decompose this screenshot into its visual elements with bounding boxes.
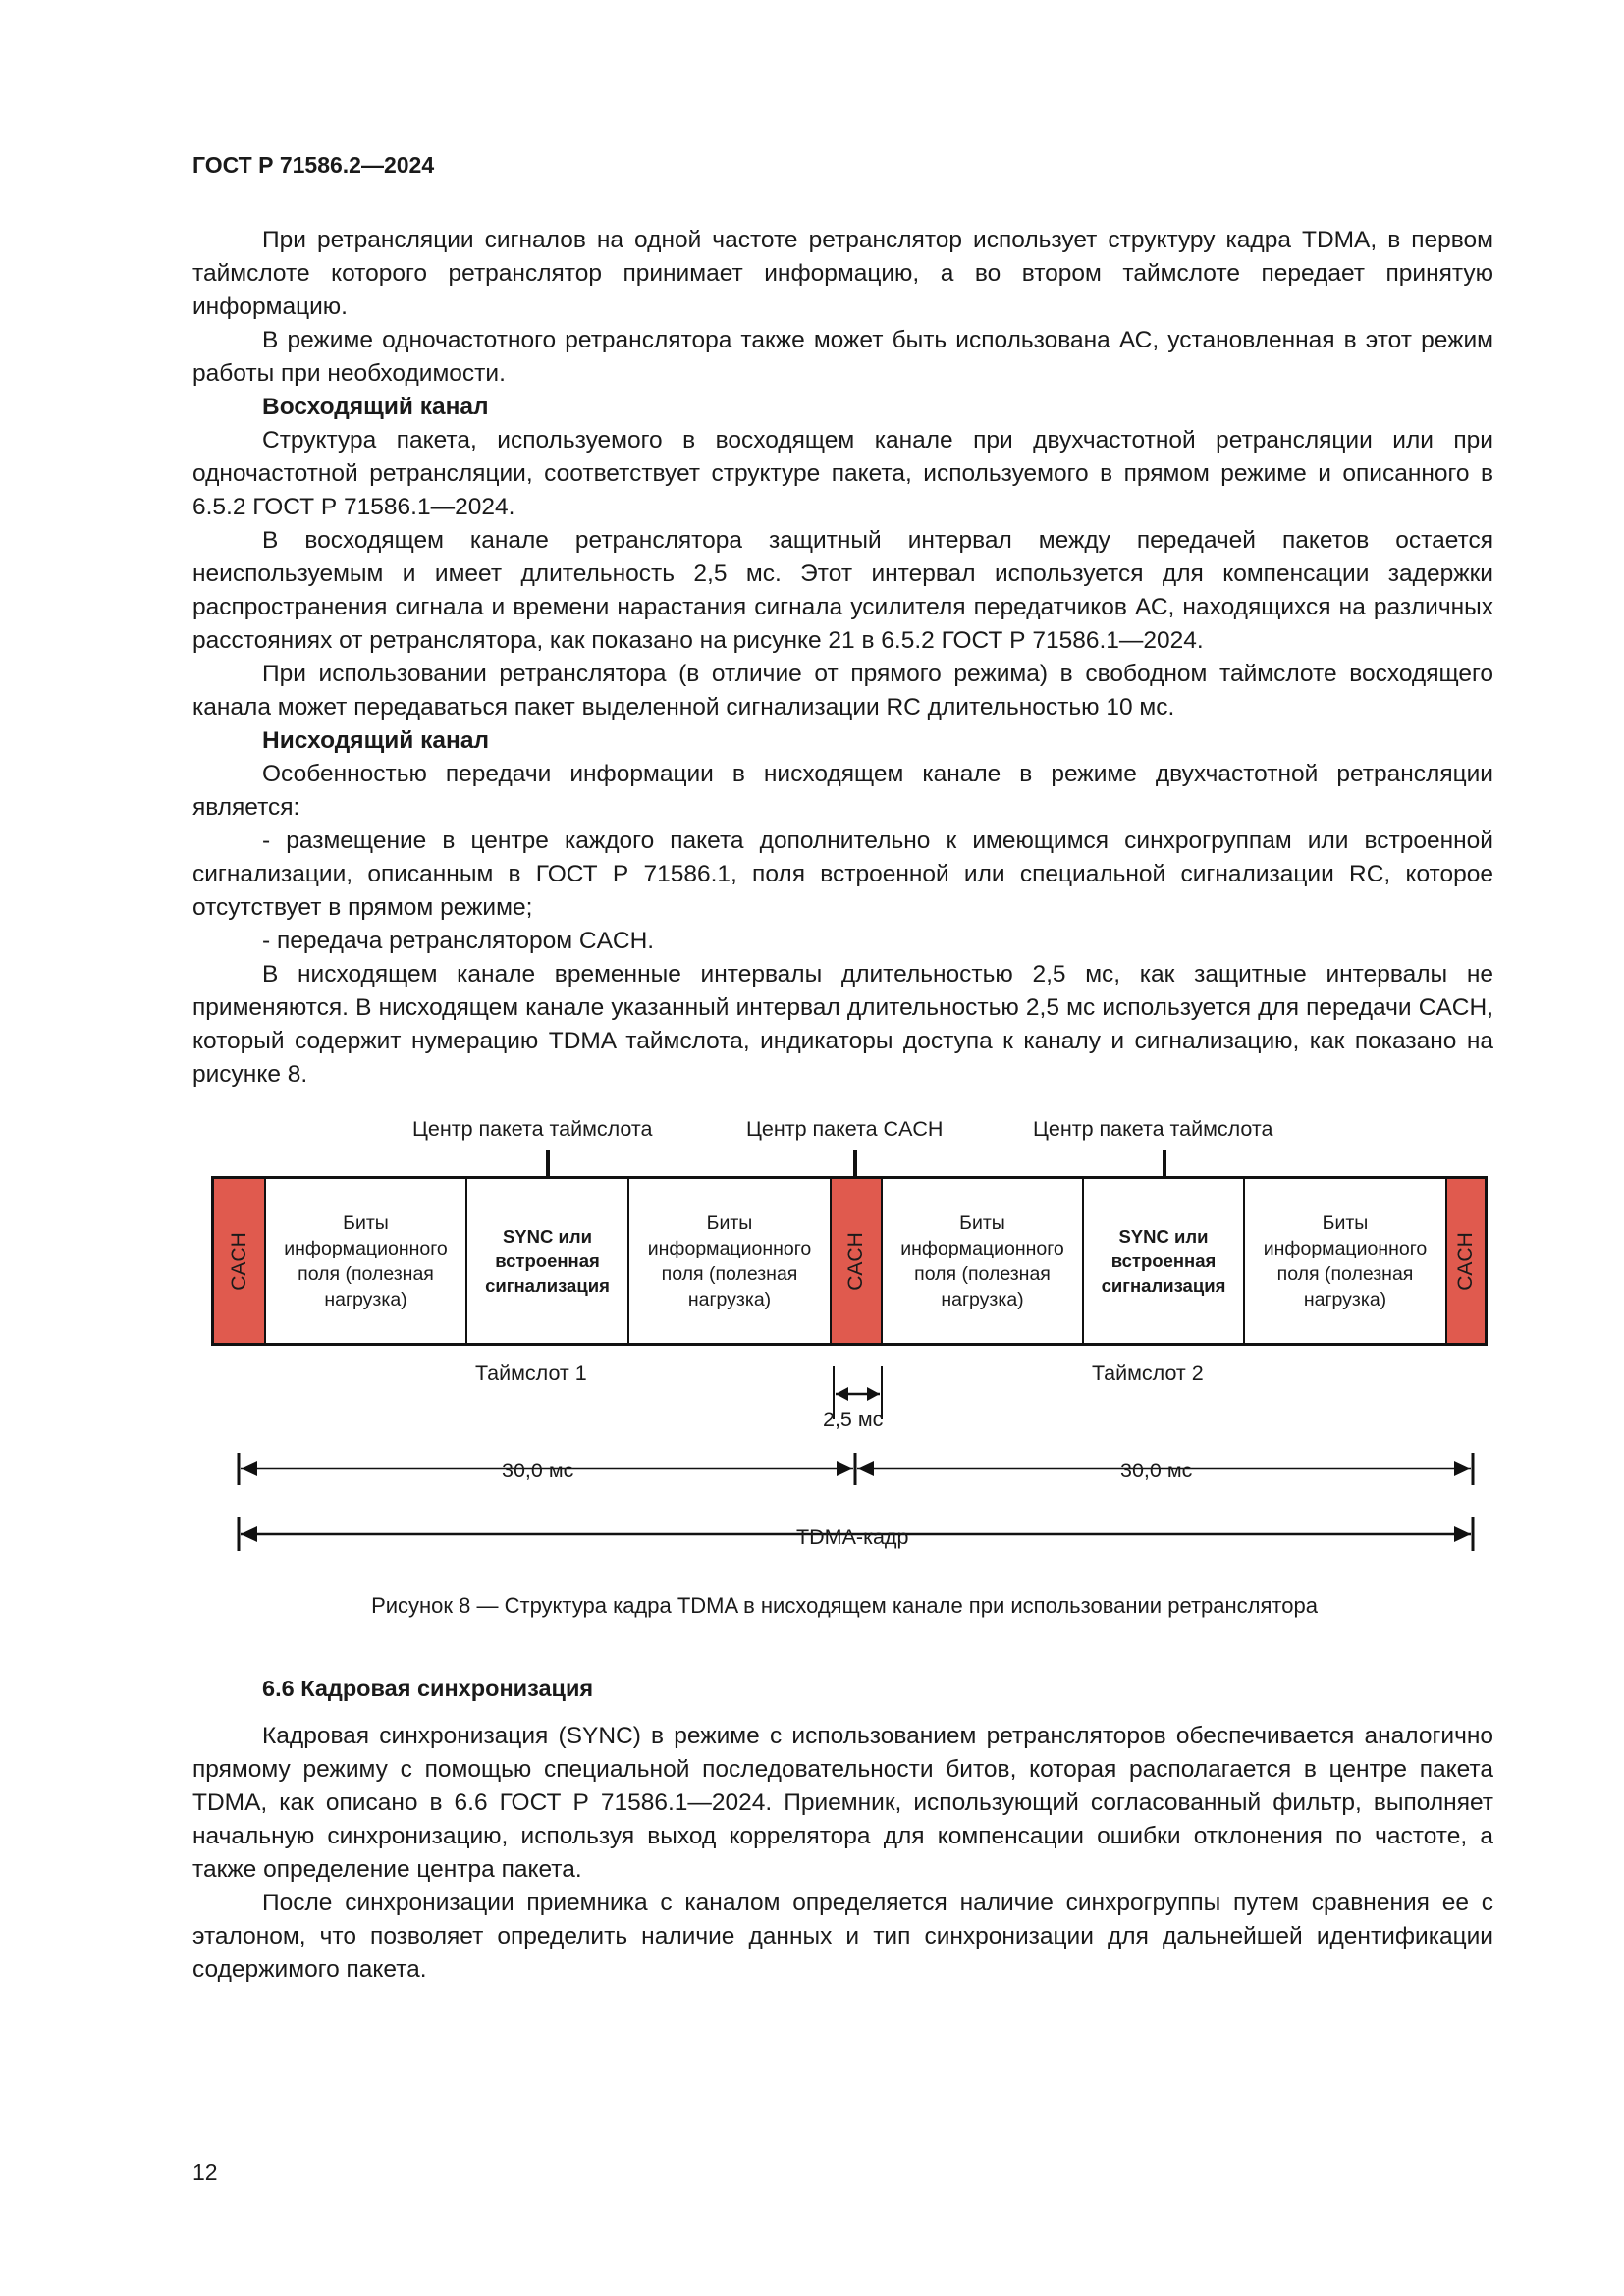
page-number: 12 [192, 2160, 218, 2185]
sync-block: SYNC или встроенная сигнализация [1084, 1179, 1245, 1343]
label-dur-1: 30,0 мс [502, 1459, 574, 1482]
paragraph: При использовании ретранслятора (в отличие от прямого режима) в свободном таймслоте восходящего канала может передаваться пакет выделенной сигнализации RC длительностью 10 мс. [192, 661, 1493, 721]
paragraph: В восходящем канале ретранслятора защитный интервал между передачей пакетов остается неиспользуемым и имеет длительность 2,5 мс. Этот интервал используется для компенсации задержки распространения сигнала и времени нарастания сигнала усилителя передатчиков АС, находящихся на различных расстояниях от ретранслятора, как показано на рисунке 21 в 6.5.2 ГОСТ Р 71586.1—2024. [192, 527, 1493, 654]
subheading-downlink: Нисходящий канал [262, 727, 490, 754]
info-field-block: Биты информационного поля (полезная нагрузка) [883, 1179, 1084, 1343]
paragraph: При ретрансляции сигналов на одной частоте ретранслятор использует структуру кадра TDMA, в первом таймслоте которого ретранслятор принимает информацию, а во втором таймслоте передает принятую информацию. [192, 227, 1493, 320]
label-center-cach: Центр пакета CACH [746, 1117, 944, 1141]
list-item: - размещение в центре каждого пакета дополнительно к имеющимся синхрогруппам или встроенной сигнализации, описанным в ГОСТ Р 71586.1, поля встроенной или специальной сигнализации RC, которое отсутствует в прямом режиме; [192, 828, 1493, 921]
section-title: 6.6 Кадровая синхронизация [262, 1676, 594, 1701]
label-center-slot2: Центр пакета таймслота [1033, 1117, 1273, 1141]
label-timeslot-1: Таймслот 1 [475, 1362, 587, 1385]
info-field-block: Биты информационного поля (полезная нагрузка) [266, 1179, 467, 1343]
label-gap: 2,5 мс [823, 1408, 884, 1431]
paragraph: Кадровая синхронизация (SYNC) в режиме с использованием ретрансляторов обеспечивается аналогично прямому режиму с помощью специальной последовательности битов, которая располагается в центре пакета TDMA, как описано в 6.6 ГОСТ Р 71586.1—2024. Приемник, использующий согласованный фильтр, выполняет начальную синхронизацию, используя выход коррелятора для компенсации ошибки отклонения по частоте, а также определение центра пакета. [192, 1723, 1493, 1883]
paragraph: Структура пакета, используемого в восходящем канале при двухчастотной ретрансляции или при одночастотной ретрансляции, соответствует структуре пакета, используемого в прямом режиме и описанного в 6.5.2 ГОСТ Р 71586.1—2024. [192, 427, 1493, 520]
paragraph: В режиме одночастотного ретранслятора также может быть использована АС, установленная в этот режим работы при необходимости. [192, 327, 1493, 387]
sync-block: SYNC или встроенная сигнализация [467, 1179, 629, 1343]
info-field-block: Биты информационного поля (полезная нагрузка) [629, 1179, 832, 1343]
figure-caption: Рисунок 8 — Структура кадра TDMA в нисходящем канале при использовании ретранслятора [371, 1593, 1318, 1618]
subheading-uplink: Восходящий канал [262, 394, 489, 420]
cach-block: CACH [214, 1179, 266, 1343]
info-field-block: Биты информационного поля (полезная нагрузка) [1245, 1179, 1447, 1343]
paragraph: После синхронизации приемника с каналом определяется наличие синхрогруппы путем сравнения ее с эталоном, что позволяет определить наличие данных и тип синхронизации для дальнейшей идентификации содержимого пакета. [192, 1890, 1493, 1983]
label-timeslot-2: Таймслот 2 [1092, 1362, 1204, 1385]
tdma-frame-diagram [211, 1176, 1488, 1346]
list-item: - передача ретранслятором CACH. [262, 928, 655, 954]
label-center-slot1: Центр пакета таймслота [412, 1117, 653, 1141]
paragraph: В нисходящем канале временные интервалы длительностью 2,5 мс, как защитные интервалы не применяются. В нисходящем канале указанный интервал длительностью 2,5 мс используется для передачи CACH, который содержит нумерацию TDMA таймслота, индикаторы доступа к каналу и сигнализацию, как показано на рисунке 8. [192, 961, 1493, 1088]
label-dur-2: 30,0 мс [1120, 1459, 1193, 1482]
label-tdma-frame: TDMA-кадр [796, 1525, 909, 1549]
cach-block: CACH [832, 1179, 883, 1343]
document-header: ГОСТ Р 71586.2—2024 [192, 152, 435, 178]
paragraph: Особенностью передачи информации в нисходящем канале в режиме двухчастотной ретрансляции является: [192, 761, 1493, 821]
body-text-section [192, 1720, 1493, 1987]
cach-block: CACH [1447, 1179, 1485, 1343]
